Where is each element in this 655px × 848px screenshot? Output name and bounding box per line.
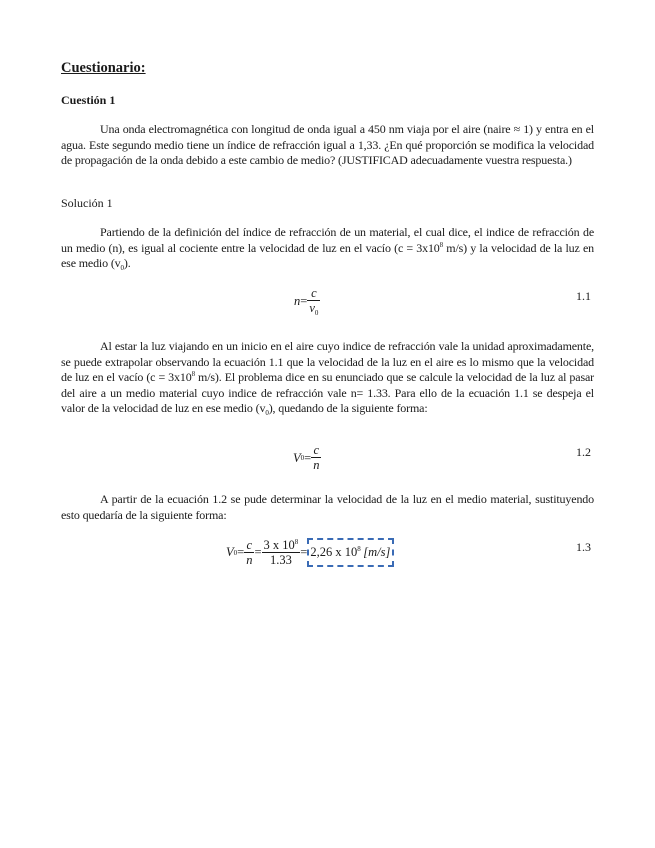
- solution-paragraph-3: A partir de la ecuación 1.2 se pude determinar la velocidad de la luz en el medio material, sustituyendo esto quedaría de la siguiente forma:: [61, 492, 594, 522]
- equation-1-2: V 0 = $\frac{c}{n}$: [293, 443, 320, 472]
- result-highlight-box: 2,26 x $10^8$ [m/s]: [307, 538, 394, 567]
- equation-1-3-fraction-2: $\frac{3 x 10^8}{1.33}$: [263, 537, 299, 567]
- equation-1-3: V 0 = $\frac{c}{n}$ = $\frac{3 x 10^8}{1.33}$ = 2,26 x $10^8$ [m/s]: [226, 538, 394, 567]
- equation-1-2-fraction: $\frac{c}{n}$: [313, 443, 320, 472]
- question-heading: Cuestión 1: [61, 93, 116, 107]
- equation-1-1: n = $\frac{c}{v_0}$: [294, 286, 319, 317]
- equation-1-1-fraction: $\frac{c}{v_0}$: [309, 286, 319, 317]
- question-text: Una onda electromagnética con longitud de onda igual a 450 nm viaja por el aire (naire ≈ 1) y entra en el agua. Este segundo medio tiene un índice de refracción igual a 1,33. ¿En qué proporción se modifica la velocidad de propagación de la onda debido a este cambio de medio? (JUSTIFICAD adecuadamente vuestra respuesta.): [61, 122, 594, 167]
- solution-heading: Solución 1: [61, 196, 113, 210]
- document-title: Cuestionario:: [61, 60, 146, 76]
- solution-paragraph-2: Al estar la luz viajando en un inicio en el aire cuyo indice de refracción vale la unidad aproximadamente, se puede extrapolar observando la ecuación 1.1 que la velocidad de la luz en el aire es lo mismo que la velocidad de luz en el vacío ($c = 3x10^8$ m/s). El problema dice en su enunciado que se calcule la velocidad de la luz al pasar del aire a un medio material cuyo indice de refracción vale n= 1.33. Para ello de la ecuación 1.1 se despeja el valor de la velocidad de luz en ese medio $(v_0)$, quedando de la siguiente forma:: [61, 339, 594, 417]
- equation-1-2-label: 1.2: [576, 445, 591, 459]
- equation-1-3-fraction-1: $\frac{c}{n}$: [246, 537, 253, 567]
- equation-1-1-label: 1.1: [576, 289, 591, 303]
- solution-paragraph-1: Partiendo de la definición del índice de refracción de un material, el cual dice, el indice de refracción de un medio (n), es igual al cociente entre la velocidad de luz en el vacío ($c = 3x10^8$ m/s) y la velocidad de la luz en ese medio $(v_0)$.: [61, 225, 594, 272]
- equation-1-3-label: 1.3: [576, 540, 591, 554]
